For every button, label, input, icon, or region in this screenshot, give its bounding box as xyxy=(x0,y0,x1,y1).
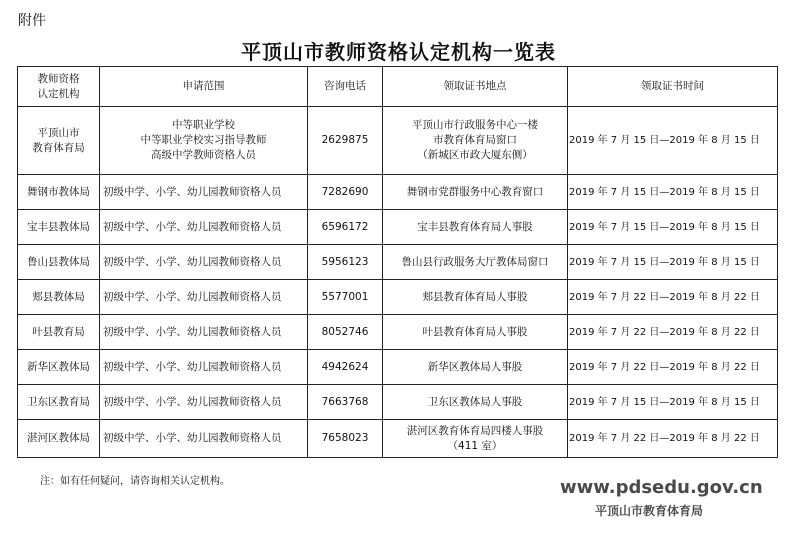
phone-cell: 7663768 xyxy=(308,385,383,420)
scope-cell: 初级中学、小学、幼儿园教师资格人员 xyxy=(100,280,308,315)
table-row xyxy=(18,385,778,420)
scope-cell: 初级中学、小学、幼儿园教师资格人员 xyxy=(100,350,308,385)
watermark-url: www.pdsedu.gov.cn xyxy=(560,477,763,498)
location-cell: 新华区教体局人事股 xyxy=(383,350,568,385)
header-location: 领取证书地点 xyxy=(383,67,568,107)
scope-cell: 初级中学、小学、幼儿园教师资格人员 xyxy=(100,175,308,210)
footnote: 注：如有任何疑问，请咨询相关认定机构。 xyxy=(40,476,230,487)
phone-cell: 2629875 xyxy=(308,107,383,175)
location-cell: 平顶山市行政服务中心一楼 市教育体育局窗口 （新城区市政大厦东侧） xyxy=(383,107,568,175)
header-phone: 咨询电话 xyxy=(308,67,383,107)
time-cell: 2019 年 7 月 15 日—2019 年 8 月 15 日 xyxy=(568,175,778,210)
scope-cell: 初级中学、小学、幼儿园教师资格人员 xyxy=(100,420,308,458)
time-cell: 2019 年 7 月 22 日—2019 年 8 月 22 日 xyxy=(568,315,778,350)
time-cell: 2019 年 7 月 22 日—2019 年 8 月 22 日 xyxy=(568,420,778,458)
time-cell: 2019 年 7 月 15 日—2019 年 8 月 15 日 xyxy=(568,245,778,280)
phone-cell: 7282690 xyxy=(308,175,383,210)
agency-cell: 湛河区教体局 xyxy=(18,420,100,458)
agency-cell: 卫东区教育局 xyxy=(18,385,100,420)
table-row xyxy=(18,315,778,350)
table-row xyxy=(18,175,778,210)
agency-cell: 平顶山市 教育体育局 xyxy=(18,107,100,175)
location-cell: 郏县教育体育局人事股 xyxy=(383,280,568,315)
agency-table xyxy=(17,66,778,458)
agency-cell: 舞钢市教体局 xyxy=(18,175,100,210)
location-cell: 叶县教育体育局人事股 xyxy=(383,315,568,350)
time-cell: 2019 年 7 月 22 日—2019 年 8 月 22 日 xyxy=(568,350,778,385)
scope-cell: 初级中学、小学、幼儿园教师资格人员 xyxy=(100,315,308,350)
table-row xyxy=(18,350,778,385)
phone-cell: 5956123 xyxy=(308,245,383,280)
phone-cell: 8052746 xyxy=(308,315,383,350)
time-cell: 2019 年 7 月 22 日—2019 年 8 月 22 日 xyxy=(568,280,778,315)
scope-cell: 初级中学、小学、幼儿园教师资格人员 xyxy=(100,245,308,280)
location-cell: 鲁山县行政服务大厅教体局窗口 xyxy=(383,245,568,280)
watermark-org: 平顶山市教育体育局 xyxy=(595,504,704,518)
scope-cell: 中等职业学校 中等职业学校实习指导教师 高级中学教师资格人员 xyxy=(100,107,308,175)
page-title: 平顶山市教师资格认定机构一览表 xyxy=(241,40,556,64)
agency-cell: 郏县教体局 xyxy=(18,280,100,315)
agency-cell: 鲁山县教体局 xyxy=(18,245,100,280)
location-cell: 舞钢市党群服务中心教育窗口 xyxy=(383,175,568,210)
scope-cell: 初级中学、小学、幼儿园教师资格人员 xyxy=(100,385,308,420)
location-cell: 卫东区教体局人事股 xyxy=(383,385,568,420)
phone-cell: 7658023 xyxy=(308,420,383,458)
time-cell: 2019 年 7 月 15 日—2019 年 8 月 15 日 xyxy=(568,107,778,175)
time-cell: 2019 年 7 月 15 日—2019 年 8 月 15 日 xyxy=(568,210,778,245)
attachment-label: 附件 xyxy=(18,13,46,29)
header-agency: 教师资格 认定机构 xyxy=(18,67,100,107)
location-cell: 宝丰县教育体育局人事股 xyxy=(383,210,568,245)
agency-cell: 叶县教育局 xyxy=(18,315,100,350)
table-row xyxy=(18,420,778,458)
table-row xyxy=(18,245,778,280)
time-cell: 2019 年 7 月 15 日—2019 年 8 月 15 日 xyxy=(568,385,778,420)
agency-cell: 宝丰县教体局 xyxy=(18,210,100,245)
table-header-row xyxy=(18,67,778,107)
location-cell: 湛河区教育体育局四楼人事股 （411 室） xyxy=(383,420,568,458)
agency-cell: 新华区教体局 xyxy=(18,350,100,385)
header-scope: 申请范围 xyxy=(100,67,308,107)
phone-cell: 6596172 xyxy=(308,210,383,245)
phone-cell: 4942624 xyxy=(308,350,383,385)
table-row xyxy=(18,107,778,175)
table-row xyxy=(18,280,778,315)
phone-cell: 5577001 xyxy=(308,280,383,315)
scope-cell: 初级中学、小学、幼儿园教师资格人员 xyxy=(100,210,308,245)
header-time: 领取证书时间 xyxy=(568,67,778,107)
table-row xyxy=(18,210,778,245)
